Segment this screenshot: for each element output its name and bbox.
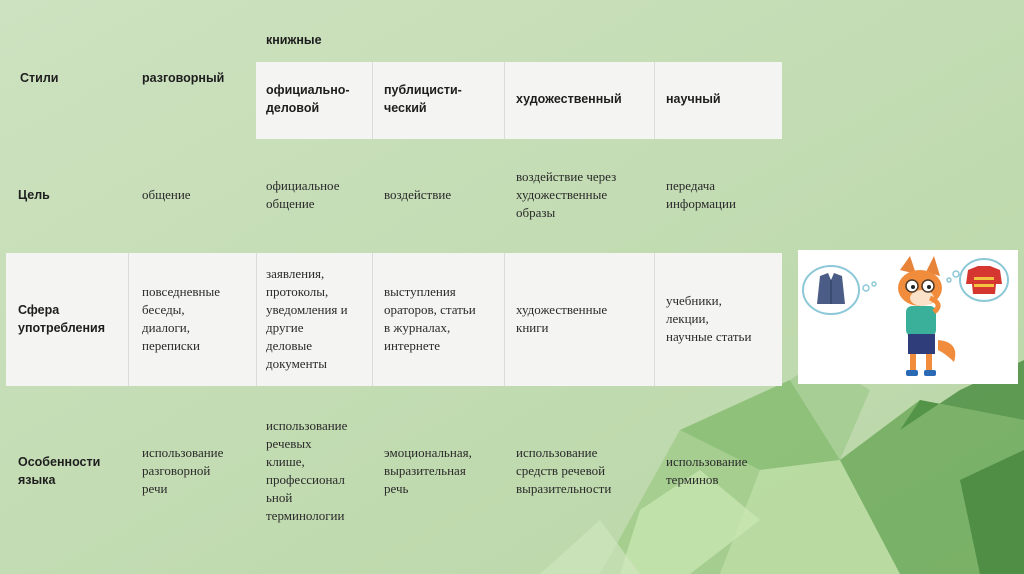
features-scientific: использование терминов [666, 454, 748, 487]
jacket-icon [803, 266, 859, 314]
col-header-styles: Стили [20, 71, 59, 85]
col-header-official: официально- деловой [266, 83, 350, 115]
purpose-conversational: общение [142, 187, 191, 202]
features-conversational: использование разговорной речи [142, 445, 224, 496]
row-label-sphere: Сфера употребления [18, 303, 106, 335]
purpose-artistic: воздействие через художественные образы [516, 169, 617, 220]
sphere-official: заявления, протоколы, уведомления и другие деловые документы [266, 266, 348, 371]
row-label-features: Особенности языка [18, 455, 101, 487]
col-header-scientific: научный [666, 92, 721, 106]
row-label-purpose: Цель [18, 188, 50, 202]
column-separator [256, 253, 257, 386]
purpose-scientific: передача информации [666, 178, 736, 211]
fox-illustration [798, 250, 1018, 384]
column-separator [372, 62, 373, 139]
column-separator [654, 62, 655, 139]
sphere-artistic: художественные книги [516, 302, 608, 335]
fox-character-icon [898, 256, 955, 376]
purpose-publicistic: воздействие [384, 187, 452, 202]
column-separator [128, 253, 129, 386]
col-header-conversational: разговорный [142, 71, 225, 85]
col-header-publicistic: публицисти- ческий [384, 83, 462, 115]
features-artistic: использование средств речевой выразительности [516, 445, 612, 496]
group-header-bookish: книжные [266, 33, 322, 47]
sweater-icon [960, 259, 1008, 301]
features-official: использование речевых клише, профессионал ьной терминологии [266, 418, 348, 523]
purpose-official: официальное общение [266, 178, 340, 211]
sphere-scientific: учебники, лекции, научные статьи [666, 293, 752, 344]
column-separator [504, 253, 505, 386]
col-header-artistic: художественный [516, 92, 622, 106]
sphere-publicistic: выступления ораторов, статьи в журналах, интернете [384, 284, 476, 353]
column-separator [654, 253, 655, 386]
column-separator [504, 62, 505, 139]
features-publicistic: эмоциональная, выразительная речь [384, 445, 472, 496]
column-separator [372, 253, 373, 386]
sphere-conversational: повседневные беседы, диалоги, переписки [142, 284, 220, 353]
